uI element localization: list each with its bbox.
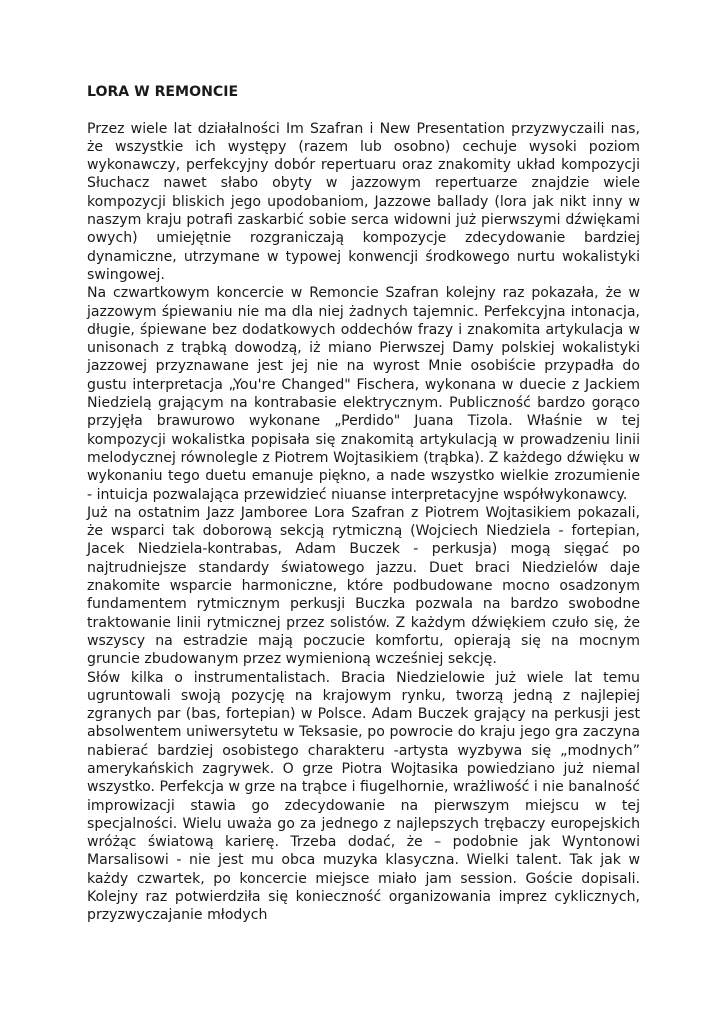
paragraph-concert: Na czwartkowym koncercie w Remoncie Szafran kolejny raz pokazała, że w jazzowym śpiewaniu nie ma dla niej żadnych tajemnic. Perfekcyjna intonacja, długie, śpiewane bez dodatkowych oddechów frazy i znakomita artykulacja w unisonach z trąbką dowodzą, iż miano Pierwszej Damy polskiej wokalistyki jazzowej przyznawane jest jej nie na wyrost Mnie osobiście przypadła do gustu interpretacja „You're Changed" Fischera, wykonana w duecie z Jackiem Niedzielą grającym na kontrabasie elektrycznym. Publiczność bardzo gorąco przyjęła brawurowo wykonane „Perdido" Juana Tizola. Właśnie w tej kompozycji wokalistka popisała się znakomitą artykulacją w prowadzeniu linii melodycznej równolegle z Piotrem Wojtasikiem (trąbka). Z każdego dźwięku w wykonaniu tego duetu emanuje piękno, a nade wszystko wielkie zrozumienie - intuicja pozwalająca przewidzieć niuanse interpretacyjne współwykonawcy. [87,285,640,503]
paragraph-instrumentalists: Słów kilka o instrumentalistach. Bracia Niedzielowie już wiele lat temu ugruntowali swoją pozycję na krajowym rynku, tworzą jedną z najlepiej zgranych par (bas, fortepian) w Polsce. Adam Buczek grający na perkusji jest absolwentem uniwersytetu w Teksasie, po powrocie do kraju jego gra zaczyna nabierać bardziej osobistego charakteru -artysta wyzbywa się „modnych” amerykańskich zagrywek. O grze Piotra Wojtasika powiedziano już niemal wszystko. Perfekcja w grze na trąbce i fiugelhornie, wrażliwość i nie banalność improwizacji stawia go zdecydowanie na pierwszym miejscu w tej specjalności. Wielu uważa go za jednego z najlepszych trębaczy europejskich wróżąc światową karierę. Trzeba dodać, że – podobnie jak Wyntonowi Marsalisowi - nie jest mu obca muzyka klasyczna. Wielki talent. Tak jak w każdy czwartek, po koncercie miejsce miało jam session. Goście dopisali. Kolejny raz potwierdziła się konieczność organizowania imprez cyklicznych, przyzwyczajanie młodych [87,669,640,924]
document-page [87,83,640,925]
paragraph-intro: Przez wiele lat działalności Im Szafran i New Presentation przyzwyczaili nas, że wszystkie ich występy (razem lub osobno) cechuje wysoki poziom wykonawczy, perfekcyjny dobór repertuaru oraz znakomity układ kompozycji Słuchacz nawet słabo obyty w jazzowym repertuarze znajdzie wiele kompozycji bliskich jego upodobaniom, Jazzowe ballady (lora jak nikt inny w naszym kraju potrafi zaskarbić sobie serca widowni już pierwszymi dźwiękami owych) umiejętnie rozgraniczają kompozycje zdecydowanie bardziej dynamiczne, utrzymane w typowej konwencji środkowego nurtu wokalistyki swingowej. [87,120,640,283]
article-title: LORA W REMONCIE [87,84,239,100]
paragraph-rhythm-section: Już na ostatnim Jazz Jamboree Lora Szafran z Piotrem Wojtasikiem pokazali, że wsparci tak doborową sekcją rytmiczną (Wojciech Niedziela - fortepian, Jacek Niedziela-kontrabas, Adam Buczek - perkusja) mogą sięgać po najtrudniejsze standardy światowego jazzu. Duet braci Niedzielów daje znakomite wsparcie harmoniczne, które podbudowane mocno osadzonym fundamentem rytmicznym perkusji Buczka pozwala na bardzo swobodne traktowanie linii rytmicznej przez solistów. Z każdym dźwiękiem czuło się, że wszyscy na estradzie mają poczucie komfortu, opierają się na mocnym gruncie zbudowanym przez wymienioną wcześniej sekcję. [87,504,640,668]
